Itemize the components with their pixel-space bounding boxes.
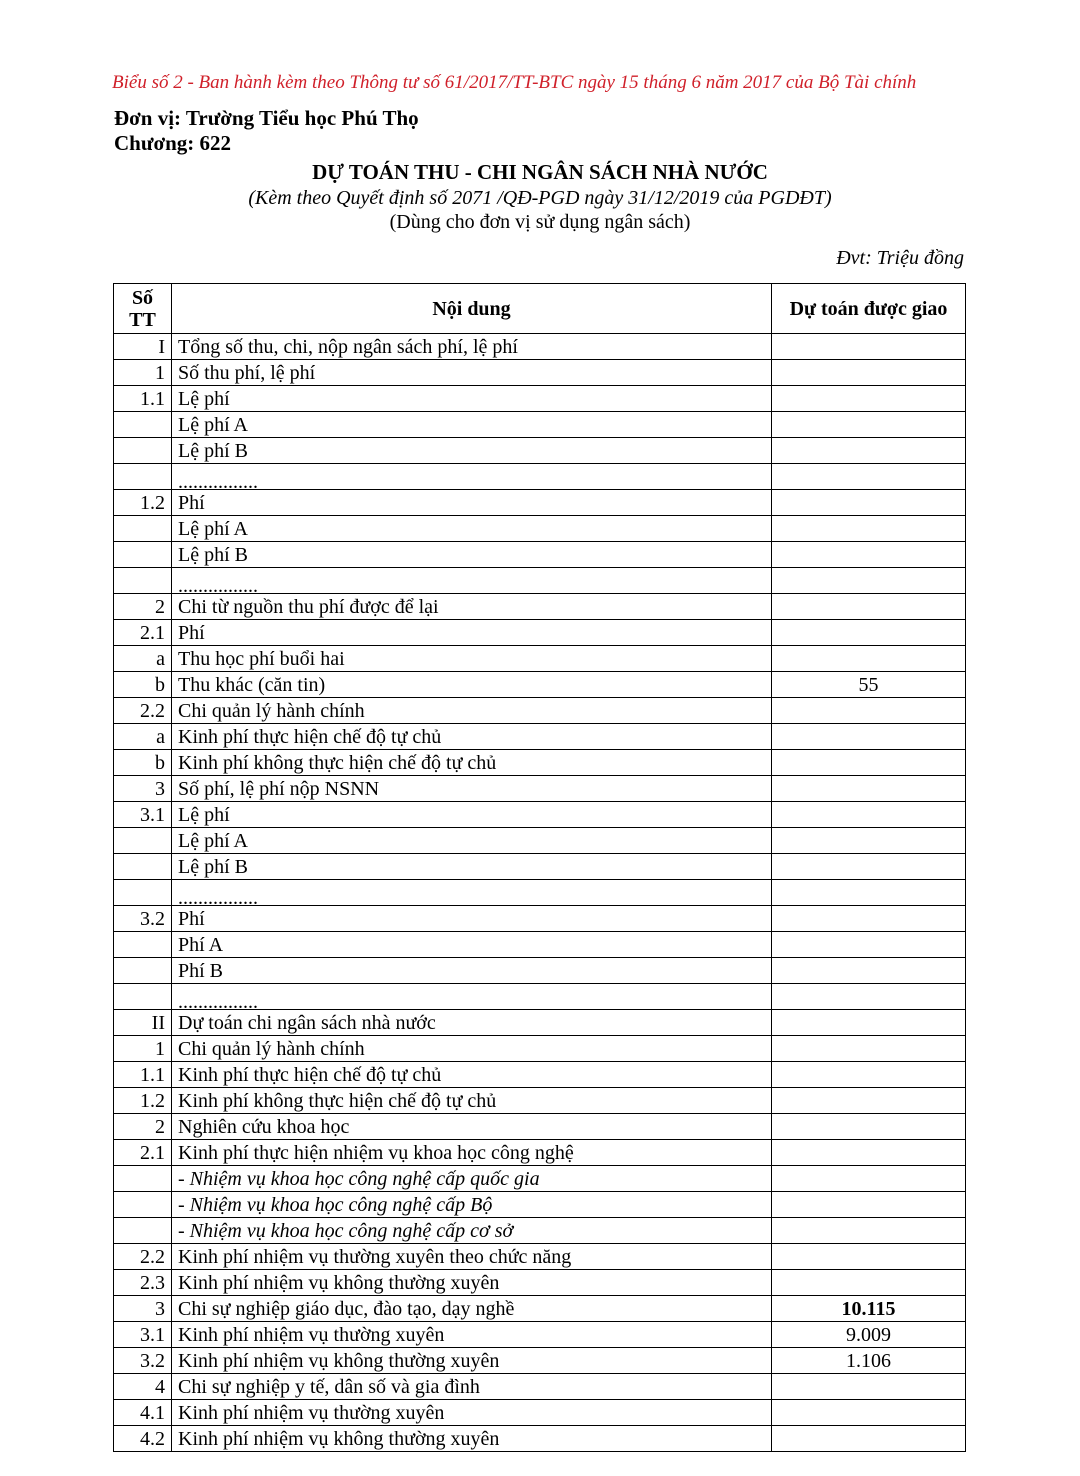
table-row: [114, 412, 966, 438]
row-value: [772, 646, 966, 672]
table-row: [114, 646, 966, 672]
table-row: [114, 542, 966, 568]
row-value: [772, 464, 966, 490]
row-content: - Nhiệm vụ khoa học công nghệ cấp quốc gia: [172, 1166, 772, 1192]
table-row: [114, 1322, 966, 1348]
row-content: - Nhiệm vụ khoa học công nghệ cấp cơ sở: [172, 1218, 772, 1244]
row-number: [114, 984, 172, 1010]
row-value: [772, 1062, 966, 1088]
row-number: 1.1: [114, 386, 172, 412]
row-value: [772, 620, 966, 646]
row-number: 1.2: [114, 1088, 172, 1114]
row-content: ................: [172, 464, 772, 490]
row-number: [114, 1192, 172, 1218]
row-content: Nghiên cứu khoa học: [172, 1114, 772, 1140]
table-row: [114, 1036, 966, 1062]
table-row: [114, 1088, 966, 1114]
unit-name: Đơn vị: Trường Tiểu học Phú Thọ: [114, 106, 419, 130]
row-content: Phí B: [172, 958, 772, 984]
table-row: [114, 672, 966, 698]
row-number: 2.1: [114, 620, 172, 646]
row-content: Phí A: [172, 932, 772, 958]
row-number: [114, 958, 172, 984]
table-row: [114, 1426, 966, 1452]
row-content: Thu học phí buổi hai: [172, 646, 772, 672]
row-number: [114, 1218, 172, 1244]
row-number: I: [114, 334, 172, 360]
row-value: [772, 1374, 966, 1400]
row-number: 3.1: [114, 802, 172, 828]
row-number: [114, 1166, 172, 1192]
row-content: Chi quản lý hành chính: [172, 698, 772, 724]
row-content: Kinh phí thực hiện chế độ tự chủ: [172, 1062, 772, 1088]
row-content: Chi sự nghiệp y tế, dân số và gia đình: [172, 1374, 772, 1400]
page-title: DỰ TOÁN THU - CHI NGÂN SÁCH NHÀ NƯỚC: [312, 160, 768, 184]
row-number: [114, 880, 172, 906]
row-number: [114, 412, 172, 438]
row-value: [772, 334, 966, 360]
table-body: [114, 334, 966, 1452]
table-row: [114, 464, 966, 490]
table-row: [114, 880, 966, 906]
row-content: Lệ phí B: [172, 542, 772, 568]
row-value: 1.106: [772, 1348, 966, 1374]
row-value: [772, 1218, 966, 1244]
row-number: 3.2: [114, 1348, 172, 1374]
row-value: [772, 1270, 966, 1296]
row-number: 1.2: [114, 490, 172, 516]
row-number: a: [114, 724, 172, 750]
table-row: [114, 1218, 966, 1244]
table-row: [114, 594, 966, 620]
row-value: [772, 958, 966, 984]
row-value: [772, 1166, 966, 1192]
row-value: [772, 932, 966, 958]
row-content: Số thu phí, lệ phí: [172, 360, 772, 386]
row-value: [772, 776, 966, 802]
row-content: Kinh phí nhiệm vụ không thường xuyên: [172, 1270, 772, 1296]
row-value: [772, 880, 966, 906]
row-value: [772, 1426, 966, 1452]
header-value: Dự toán được giao: [772, 284, 966, 334]
table-row: [114, 1270, 966, 1296]
table-row: [114, 906, 966, 932]
table-row: [114, 984, 966, 1010]
row-value: [772, 360, 966, 386]
row-number: [114, 828, 172, 854]
row-number: 4.2: [114, 1426, 172, 1452]
row-value: [772, 1114, 966, 1140]
row-value: [772, 386, 966, 412]
row-value: [772, 906, 966, 932]
table-row: [114, 1140, 966, 1166]
row-value: [772, 438, 966, 464]
row-number: 3: [114, 776, 172, 802]
row-number: 2.3: [114, 1270, 172, 1296]
row-content: Lệ phí A: [172, 516, 772, 542]
form-reference-note: Biểu số 2 - Ban hành kèm theo Thông tư số 61/2017/TT-BTC ngày 15 tháng 6 năm 2017 của Bộ Tài chính: [112, 72, 917, 93]
row-value: [772, 724, 966, 750]
row-number: [114, 516, 172, 542]
row-number: 4.1: [114, 1400, 172, 1426]
row-value: [772, 490, 966, 516]
row-value: 9.009: [772, 1322, 966, 1348]
table-row: [114, 1114, 966, 1140]
table-row: [114, 854, 966, 880]
row-content: Lệ phí B: [172, 438, 772, 464]
row-value: 55: [772, 672, 966, 698]
header-no: Số TT: [114, 284, 172, 334]
chapter-code: Chương: 622: [114, 131, 231, 155]
row-content: Lệ phí B: [172, 854, 772, 880]
row-value: [772, 698, 966, 724]
row-number: b: [114, 750, 172, 776]
table-row: [114, 1062, 966, 1088]
table-row: [114, 1348, 966, 1374]
row-number: [114, 438, 172, 464]
row-content: Phí: [172, 906, 772, 932]
row-number: 2.2: [114, 1244, 172, 1270]
row-value: [772, 1140, 966, 1166]
table-row: [114, 386, 966, 412]
row-content: Lệ phí: [172, 386, 772, 412]
table-row: [114, 1166, 966, 1192]
currency-unit-note: Đvt: Triệu đồng: [836, 247, 964, 269]
row-number: 2.2: [114, 698, 172, 724]
row-content: Kinh phí nhiệm vụ thường xuyên theo chức năng: [172, 1244, 772, 1270]
row-number: [114, 464, 172, 490]
row-number: 4: [114, 1374, 172, 1400]
row-number: [114, 932, 172, 958]
row-number: 1: [114, 360, 172, 386]
row-value: [772, 1036, 966, 1062]
row-number: a: [114, 646, 172, 672]
table-row: [114, 750, 966, 776]
budget-table: [113, 283, 966, 1452]
usage-note: (Dùng cho đơn vị sử dụng ngân sách): [389, 211, 691, 233]
header-content: Nội dung: [172, 284, 772, 334]
row-content: Phí: [172, 620, 772, 646]
row-content: Tổng số thu, chi, nộp ngân sách phí, lệ phí: [172, 334, 772, 360]
row-value: [772, 802, 966, 828]
row-value: [772, 1400, 966, 1426]
row-content: ................: [172, 984, 772, 1010]
row-value: [772, 1244, 966, 1270]
row-value: [772, 1088, 966, 1114]
row-value: [772, 828, 966, 854]
row-value: [772, 1192, 966, 1218]
row-value: [772, 854, 966, 880]
table-row: [114, 1010, 966, 1036]
row-content: ................: [172, 880, 772, 906]
row-number: [114, 568, 172, 594]
table-row: [114, 958, 966, 984]
row-value: [772, 516, 966, 542]
table-row: [114, 438, 966, 464]
row-content: Kinh phí không thực hiện chế độ tự chủ: [172, 1088, 772, 1114]
row-content: Thu khác (căn tin): [172, 672, 772, 698]
row-number: 2: [114, 594, 172, 620]
table-row: [114, 828, 966, 854]
table-row: [114, 724, 966, 750]
row-number: b: [114, 672, 172, 698]
row-number: 1.1: [114, 1062, 172, 1088]
row-value: [772, 1010, 966, 1036]
table-row: [114, 1296, 966, 1322]
row-content: Lệ phí A: [172, 828, 772, 854]
row-content: Chi quản lý hành chính: [172, 1036, 772, 1062]
row-content: Kinh phí thực hiện chế độ tự chủ: [172, 724, 772, 750]
table-row: [114, 1374, 966, 1400]
row-number: [114, 542, 172, 568]
row-content: Dự toán chi ngân sách nhà nước: [172, 1010, 772, 1036]
table-row: [114, 698, 966, 724]
row-content: Kinh phí nhiệm vụ thường xuyên: [172, 1322, 772, 1348]
row-value: [772, 984, 966, 1010]
row-value: [772, 750, 966, 776]
table-row: [114, 334, 966, 360]
table-row: [114, 516, 966, 542]
row-number: 2.1: [114, 1140, 172, 1166]
row-content: Kinh phí nhiệm vụ không thường xuyên: [172, 1348, 772, 1374]
table-row: [114, 776, 966, 802]
row-value: [772, 568, 966, 594]
row-content: Lệ phí A: [172, 412, 772, 438]
row-value: 10.115: [772, 1296, 966, 1322]
row-number: II: [114, 1010, 172, 1036]
row-content: ................: [172, 568, 772, 594]
row-number: 3.1: [114, 1322, 172, 1348]
row-content: Lệ phí: [172, 802, 772, 828]
row-content: Kinh phí nhiệm vụ không thường xuyên: [172, 1426, 772, 1452]
row-number: 1: [114, 1036, 172, 1062]
row-number: 2: [114, 1114, 172, 1140]
row-content: Kinh phí không thực hiện chế độ tự chủ: [172, 750, 772, 776]
row-content: Phí: [172, 490, 772, 516]
row-number: [114, 854, 172, 880]
row-content: Chi từ nguồn thu phí được để lại: [172, 594, 772, 620]
row-content: - Nhiệm vụ khoa học công nghệ cấp Bộ: [172, 1192, 772, 1218]
row-content: Chi sự nghiệp giáo dục, đào tạo, dạy nghề: [172, 1296, 772, 1322]
row-content: Số phí, lệ phí nộp NSNN: [172, 776, 772, 802]
row-value: [772, 594, 966, 620]
table-header-row: [114, 284, 966, 334]
table-row: [114, 1244, 966, 1270]
table-row: [114, 490, 966, 516]
table-row: [114, 932, 966, 958]
table-row: [114, 620, 966, 646]
table-row: [114, 1192, 966, 1218]
decision-reference: (Kèm theo Quyết định số 2071 /QĐ-PGD ngày 31/12/2019 của PGDĐT): [248, 187, 832, 209]
row-content: Kinh phí nhiệm vụ thường xuyên: [172, 1400, 772, 1426]
table-row: [114, 568, 966, 594]
row-value: [772, 412, 966, 438]
row-number: 3.2: [114, 906, 172, 932]
table-row: [114, 360, 966, 386]
row-value: [772, 542, 966, 568]
table-row: [114, 802, 966, 828]
table-row: [114, 1400, 966, 1426]
row-content: Kinh phí thực hiện nhiệm vụ khoa học công nghệ: [172, 1140, 772, 1166]
row-number: 3: [114, 1296, 172, 1322]
